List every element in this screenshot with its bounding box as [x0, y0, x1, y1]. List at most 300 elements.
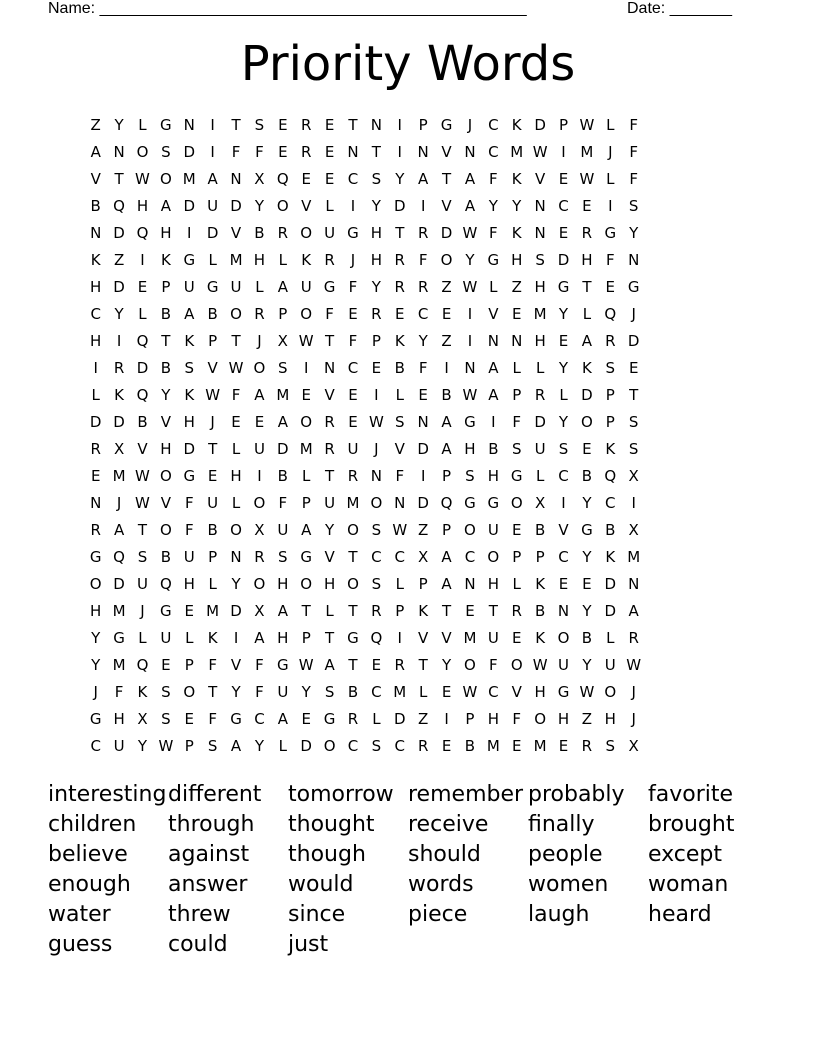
grid-letter: R — [324, 413, 335, 431]
grid-letter: J — [93, 683, 98, 701]
grid-letter: I — [397, 629, 402, 647]
grid-letter: Y — [325, 521, 335, 539]
grid-letter: R — [371, 602, 382, 620]
grid-letter: K — [301, 251, 312, 269]
word-bank-item: answer — [168, 872, 248, 897]
grid-letter: O — [159, 467, 172, 485]
grid-letter: G — [300, 548, 313, 566]
grid-letter: Y — [582, 602, 592, 620]
grid-letter: U — [300, 278, 312, 296]
grid-letter: H — [534, 278, 546, 296]
grid-letter: R — [300, 143, 312, 161]
grid-letter: B — [207, 305, 218, 323]
grid-letter: I — [187, 224, 192, 242]
grid-letter: C — [90, 305, 101, 323]
grid-letter: P — [301, 629, 311, 647]
grid-letter: M — [229, 251, 243, 269]
grid-letter: I — [210, 116, 215, 134]
grid-letter: A — [464, 197, 476, 215]
grid-letter: V — [441, 629, 452, 647]
grid-letter: J — [116, 494, 122, 512]
grid-letter: G — [323, 710, 336, 728]
grid-letter: Z — [441, 332, 452, 350]
grid-letter: Q — [370, 629, 383, 647]
grid-letter: N — [183, 116, 195, 134]
grid-letter: Q — [440, 494, 453, 512]
grid-letter: P — [605, 413, 615, 431]
grid-letter: B — [90, 197, 101, 215]
grid-letter: Y — [91, 629, 101, 647]
date-field-label: Date: _______ — [627, 0, 732, 17]
grid-letter: P — [465, 710, 475, 728]
grid-letter: G — [557, 683, 570, 701]
grid-letter: B — [254, 224, 265, 242]
grid-letter: H — [370, 224, 383, 242]
grid-letter: R — [254, 548, 265, 566]
grid-letter: O — [253, 575, 266, 593]
grid-letter: P — [371, 332, 381, 350]
word-bank-item: could — [168, 932, 228, 957]
grid-letter: E — [395, 305, 405, 323]
grid-letter: E — [254, 413, 265, 431]
word-bank-item: piece — [408, 902, 468, 927]
grid-letter: S — [161, 710, 171, 728]
grid-letter: Q — [276, 170, 289, 188]
word-bank-item: women — [528, 872, 609, 897]
grid-letter: H — [557, 710, 570, 728]
grid-letter: Z — [441, 278, 452, 296]
grid-letter: C — [464, 548, 476, 566]
grid-letter: A — [230, 737, 242, 755]
grid-letter: E — [441, 737, 452, 755]
grid-letter: L — [138, 305, 147, 323]
grid-letter: L — [559, 386, 568, 404]
grid-letter: X — [254, 170, 265, 188]
grid-letter: I — [420, 467, 426, 485]
grid-letter: L — [535, 467, 545, 485]
grid-letter: I — [561, 494, 566, 512]
grid-letter: F — [489, 170, 498, 188]
grid-letter: B — [394, 359, 405, 377]
grid-letter: A — [207, 170, 218, 188]
grid-letter: H — [160, 440, 172, 458]
grid-letter: N — [417, 413, 429, 431]
word-bank-item: receive — [408, 812, 489, 837]
grid-letter: G — [230, 710, 242, 728]
grid-letter: L — [231, 494, 241, 512]
grid-letter: H — [464, 440, 476, 458]
grid-letter: X — [418, 548, 429, 566]
word-bank-item: favorite — [648, 782, 734, 807]
grid-letter: U — [207, 494, 219, 512]
grid-letter: S — [161, 143, 171, 161]
word-bank-item: finally — [528, 812, 595, 837]
grid-letter: R — [347, 467, 359, 485]
grid-letter: X — [277, 332, 288, 350]
grid-letter: A — [441, 548, 452, 566]
grid-letter: L — [512, 575, 521, 593]
grid-letter: P — [208, 332, 218, 350]
grid-letter: O — [464, 656, 476, 674]
grid-letter: C — [90, 737, 101, 755]
grid-letter: P — [161, 278, 171, 296]
grid-letter: Y — [558, 305, 569, 323]
grid-letter: Y — [582, 656, 592, 674]
grid-letter: I — [116, 332, 122, 350]
grid-letter: D — [393, 197, 406, 215]
grid-letter: E — [558, 737, 569, 755]
grid-letter: Y — [254, 197, 265, 215]
grid-letter: K — [511, 224, 522, 242]
grid-letter: F — [325, 305, 334, 323]
grid-letter: W — [579, 116, 595, 134]
grid-letter: J — [631, 710, 636, 728]
grid-letter: S — [395, 413, 405, 431]
grid-letter: G — [347, 629, 359, 647]
grid-letter: G — [183, 251, 196, 269]
grid-letter: M — [299, 440, 313, 458]
grid-letter: D — [113, 413, 125, 431]
grid-letter: W — [579, 683, 595, 701]
grid-letter: D — [581, 386, 593, 404]
grid-letter: D — [206, 224, 219, 242]
grid-letter: T — [348, 656, 358, 674]
grid-letter: U — [487, 521, 499, 539]
grid-letter: O — [253, 494, 266, 512]
word-bank-item: just — [288, 932, 329, 957]
grid-letter: Q — [136, 386, 149, 404]
grid-letter: W — [626, 656, 642, 674]
grid-letter: U — [347, 440, 359, 458]
grid-letter: I — [444, 359, 449, 377]
grid-letter: G — [487, 251, 500, 269]
grid-letter: M — [486, 737, 500, 755]
grid-letter: A — [418, 170, 429, 188]
grid-letter: R — [581, 737, 593, 755]
grid-letter: L — [395, 386, 404, 404]
grid-letter: F — [278, 494, 288, 512]
grid-letter: P — [442, 521, 452, 539]
grid-letter: I — [467, 332, 473, 350]
grid-letter: B — [160, 359, 172, 377]
grid-letter: L — [606, 116, 615, 134]
grid-letter: H — [183, 575, 195, 593]
grid-letter: H — [113, 710, 125, 728]
grid-letter: L — [302, 467, 311, 485]
grid-letter: E — [582, 440, 592, 458]
grid-letter: D — [113, 224, 125, 242]
grid-letter: Y — [582, 494, 592, 512]
grid-letter: C — [394, 548, 406, 566]
word-bank — [48, 780, 768, 960]
grid-letter: J — [257, 332, 262, 350]
grid-letter: W — [298, 332, 314, 350]
grid-letter: H — [534, 332, 546, 350]
grid-letter: M — [112, 467, 126, 485]
grid-letter: A — [441, 413, 452, 431]
grid-letter: G — [510, 467, 523, 485]
grid-letter: T — [418, 656, 428, 674]
grid-letter: U — [558, 656, 569, 674]
grid-letter: L — [138, 629, 147, 647]
grid-letter: L — [208, 251, 217, 269]
grid-letter: E — [207, 467, 218, 485]
grid-letter: V — [418, 629, 429, 647]
grid-letter: W — [205, 386, 221, 404]
grid-letter: E — [324, 116, 335, 134]
grid-letter: Y — [254, 737, 265, 755]
grid-letter: O — [323, 737, 336, 755]
grid-letter: F — [208, 656, 217, 674]
word-search-grid — [84, 112, 645, 760]
grid-letter: D — [300, 737, 312, 755]
grid-letter: T — [301, 602, 311, 620]
grid-letter: R — [394, 278, 405, 296]
grid-letter: S — [184, 359, 195, 377]
grid-letter: K — [535, 629, 546, 647]
grid-letter: O — [230, 521, 242, 539]
grid-letter: R — [90, 440, 101, 458]
grid-letter: D — [440, 224, 453, 242]
grid-letter: A — [254, 386, 265, 404]
grid-letter: A — [277, 710, 288, 728]
grid-letter: S — [558, 440, 569, 458]
grid-letter: J — [210, 413, 215, 431]
grid-letter: H — [323, 575, 336, 593]
grid-letter: R — [254, 305, 265, 323]
grid-letter: T — [441, 170, 452, 188]
grid-letter: V — [394, 440, 405, 458]
grid-letter: M — [510, 143, 524, 161]
grid-letter: G — [89, 710, 102, 728]
grid-letter: C — [371, 683, 382, 701]
grid-letter: O — [230, 305, 242, 323]
grid-letter: B — [464, 737, 476, 755]
grid-letter: D — [393, 710, 406, 728]
grid-letter: T — [395, 224, 405, 242]
grid-letter: B — [488, 440, 499, 458]
grid-letter: A — [254, 629, 265, 647]
grid-letter: Z — [90, 116, 101, 134]
grid-letter: A — [301, 521, 312, 539]
grid-letter: H — [136, 197, 149, 215]
grid-letter: A — [324, 656, 335, 674]
grid-letter: I — [350, 197, 356, 215]
grid-letter: F — [418, 251, 428, 269]
grid-letter: W — [135, 170, 150, 188]
grid-letter: U — [183, 548, 195, 566]
grid-letter: B — [534, 602, 546, 620]
grid-letter: Z — [511, 278, 522, 296]
word-bank-item: threw — [168, 902, 231, 927]
grid-letter: C — [347, 359, 359, 377]
grid-letter: O — [159, 521, 172, 539]
grid-letter: I — [561, 143, 566, 161]
grid-letter: C — [558, 467, 569, 485]
grid-letter: C — [488, 683, 499, 701]
grid-letter: G — [160, 602, 172, 620]
grid-letter: N — [511, 332, 523, 350]
grid-letter: O — [604, 683, 617, 701]
grid-letter: P — [395, 602, 405, 620]
grid-letter: T — [348, 548, 358, 566]
grid-letter: E — [184, 710, 194, 728]
grid-letter: E — [628, 359, 639, 377]
grid-letter: I — [397, 143, 402, 161]
grid-letter: Q — [113, 197, 125, 215]
grid-letter: V — [137, 440, 148, 458]
grid-letter: K — [605, 548, 616, 566]
grid-letter: U — [183, 278, 195, 296]
grid-letter: I — [140, 251, 145, 269]
grid-letter: G — [557, 278, 570, 296]
grid-letter: L — [278, 251, 287, 269]
grid-letter: X — [628, 521, 639, 539]
word-bank-item: people — [528, 842, 603, 867]
grid-letter: L — [255, 278, 264, 296]
grid-letter: K — [511, 170, 522, 188]
grid-letter: C — [605, 494, 616, 512]
grid-letter: F — [489, 224, 498, 242]
grid-letter: D — [417, 494, 429, 512]
grid-letter: N — [534, 224, 546, 242]
grid-letter: N — [557, 602, 570, 620]
grid-letter: Q — [136, 656, 149, 674]
grid-letter: X — [113, 440, 125, 458]
grid-letter: I — [467, 305, 473, 323]
grid-letter: M — [276, 386, 290, 404]
grid-letter: F — [629, 170, 638, 188]
grid-letter: D — [557, 251, 570, 269]
grid-letter: W — [532, 656, 548, 674]
grid-letter: G — [277, 656, 289, 674]
grid-letter: B — [347, 683, 359, 701]
grid-letter: E — [348, 413, 358, 431]
grid-letter: B — [207, 521, 218, 539]
grid-letter: S — [371, 575, 382, 593]
grid-letter: S — [371, 737, 382, 755]
grid-letter: D — [627, 332, 640, 350]
grid-letter: M — [182, 170, 196, 188]
grid-letter: P — [208, 548, 218, 566]
grid-letter: Y — [558, 359, 569, 377]
grid-letter: R — [581, 224, 593, 242]
grid-letter: H — [487, 467, 499, 485]
grid-letter: W — [392, 521, 408, 539]
grid-letter: A — [441, 575, 452, 593]
grid-letter: V — [324, 386, 335, 404]
grid-letter: N — [90, 224, 102, 242]
grid-letter: D — [230, 602, 242, 620]
grid-letter: R — [417, 278, 429, 296]
grid-letter: Y — [161, 386, 171, 404]
grid-letter: N — [230, 548, 242, 566]
grid-letter: N — [90, 494, 102, 512]
grid-letter: N — [113, 143, 125, 161]
word-bank-item: heard — [648, 902, 712, 927]
word-bank-item: except — [648, 842, 723, 867]
grid-letter: B — [137, 413, 148, 431]
grid-letter: H — [604, 710, 616, 728]
grid-letter: E — [161, 656, 171, 674]
grid-letter: W — [135, 494, 150, 512]
grid-letter: R — [417, 737, 429, 755]
grid-letter: Z — [581, 710, 593, 728]
word-bank-item: tomorrow — [288, 782, 394, 807]
grid-letter: T — [325, 629, 335, 647]
grid-letter: T — [208, 683, 218, 701]
grid-letter: E — [301, 386, 311, 404]
grid-letter: F — [348, 332, 358, 350]
grid-letter: A — [277, 278, 288, 296]
grid-letter: N — [464, 575, 476, 593]
grid-letter: V — [160, 494, 171, 512]
grid-letter: B — [581, 629, 593, 647]
grid-letter: J — [140, 602, 145, 620]
grid-letter: B — [160, 548, 172, 566]
grid-letter: D — [113, 575, 125, 593]
name-field-label: Name: ________________________________________________ — [48, 0, 527, 17]
grid-letter: O — [300, 224, 313, 242]
grid-letter: K — [581, 359, 592, 377]
grid-letter: T — [137, 521, 148, 539]
grid-letter: K — [418, 602, 429, 620]
grid-letter: K — [184, 332, 195, 350]
grid-letter: K — [137, 683, 148, 701]
grid-letter: Z — [418, 710, 429, 728]
grid-letter: L — [325, 602, 334, 620]
grid-letter: C — [254, 710, 265, 728]
grid-letter: M — [206, 602, 220, 620]
grid-letter: M — [627, 548, 641, 566]
grid-letter: G — [604, 224, 617, 242]
grid-letter: K — [535, 575, 546, 593]
grid-letter: N — [394, 494, 406, 512]
grid-letter: H — [160, 224, 172, 242]
grid-letter: E — [582, 575, 592, 593]
grid-letter: T — [348, 602, 358, 620]
grid-letter: H — [534, 683, 546, 701]
grid-letter: D — [604, 602, 617, 620]
grid-letter: I — [444, 710, 449, 728]
grid-letter: D — [534, 116, 546, 134]
grid-letter: N — [487, 332, 499, 350]
grid-letter: R — [347, 710, 359, 728]
grid-letter: P — [512, 548, 522, 566]
grid-letter: O — [253, 359, 266, 377]
grid-letter: E — [558, 170, 569, 188]
grid-letter: Y — [137, 737, 148, 755]
grid-letter: O — [510, 656, 523, 674]
grid-letter: T — [231, 332, 241, 350]
grid-letter: T — [629, 386, 639, 404]
grid-letter: F — [512, 413, 522, 431]
grid-letter: H — [253, 251, 266, 269]
grid-letter: B — [605, 521, 616, 539]
grid-letter: D — [417, 440, 429, 458]
grid-letter: L — [231, 440, 241, 458]
grid-letter: V — [207, 359, 218, 377]
page-title: Priority Words — [240, 36, 576, 92]
grid-letter: Y — [114, 116, 124, 134]
grid-letter: C — [371, 548, 382, 566]
grid-letter: T — [325, 467, 335, 485]
word-bank-item: woman — [648, 872, 729, 897]
word-bank-item: thought — [288, 812, 375, 837]
grid-letter: E — [324, 143, 335, 161]
grid-letter: R — [534, 386, 546, 404]
grid-letter: U — [207, 197, 219, 215]
